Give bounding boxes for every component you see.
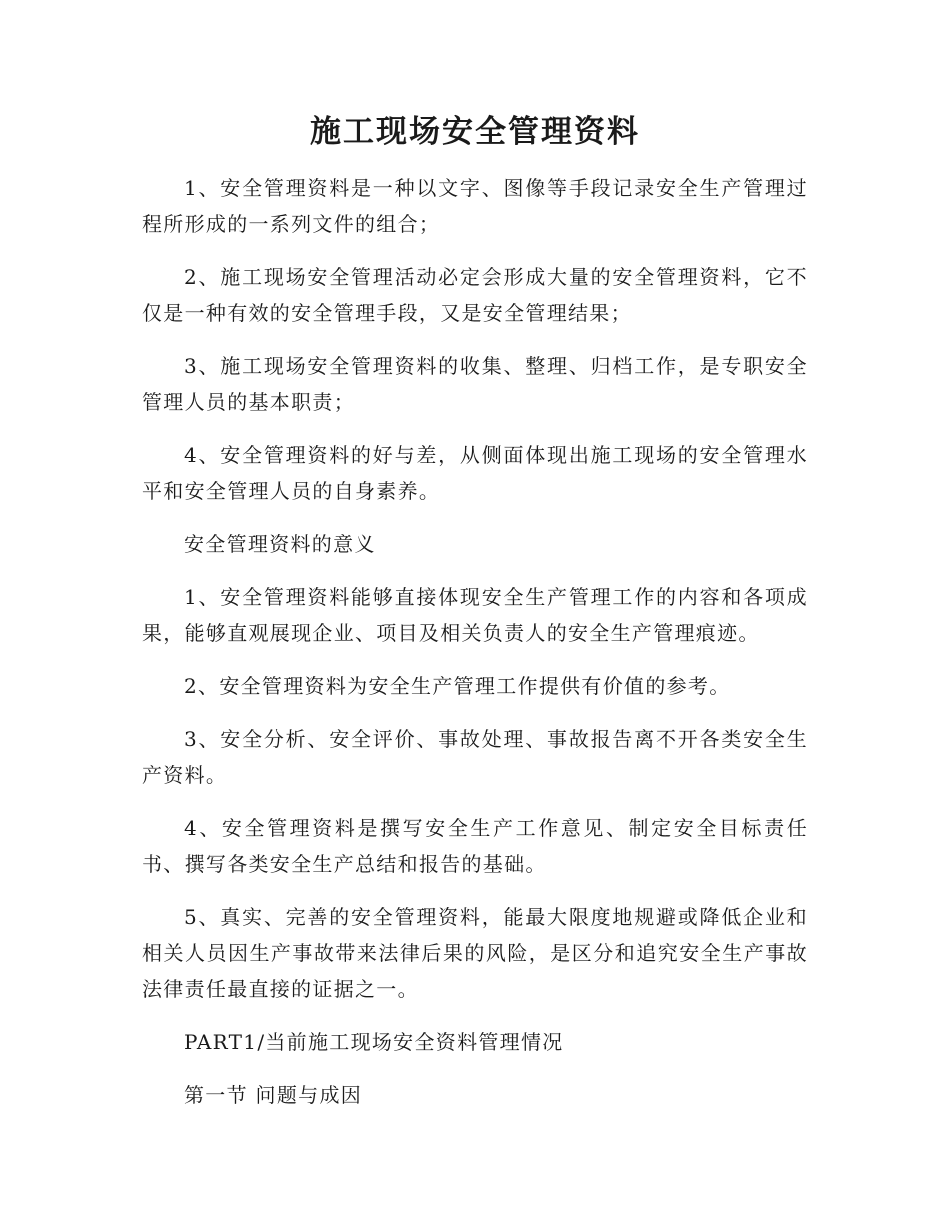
part-heading: PART1/当前施工现场安全资料管理情况 bbox=[184, 1030, 564, 1054]
significance-item-5: 5、真实、完善的安全管理资料，能最大限度地规避或降低企业和相关人员因生产事故带来法律后果的风险，是区分和追究安全生产事故法律责任最直接的证据之一。 bbox=[142, 905, 808, 1001]
section-heading: 第一节 问题与成因 bbox=[184, 1083, 363, 1107]
paragraph-2: 2、施工现场安全管理活动必定会形成大量的安全管理资料，它不仅是一种有效的安全管理手段，又是安全管理结果； bbox=[142, 265, 808, 325]
significance-item-4: 4、安全管理资料是撰写安全生产工作意见、制定安全目标责任书、撰写各类安全生产总结和报告的基础。 bbox=[142, 816, 808, 876]
paragraph-3: 3、施工现场安全管理资料的收集、整理、归档工作，是专职安全管理人员的基本职责； bbox=[142, 354, 808, 414]
paragraph-4: 4、安全管理资料的好与差，从侧面体现出施工现场的安全管理水平和安全管理人员的自身素养。 bbox=[142, 443, 808, 503]
section-heading-significance: 安全管理资料的意义 bbox=[184, 532, 376, 556]
significance-item-2: 2、安全管理资料为安全生产管理工作提供有价值的参考。 bbox=[184, 674, 731, 698]
significance-item-1: 1、安全管理资料能够直接体现安全生产管理工作的内容和各项成果，能够直观展现企业、项目及相关负责人的安全生产管理痕迹。 bbox=[142, 585, 808, 645]
paragraph-1: 1、安全管理资料是一种以文字、图像等手段记录安全生产管理过程所形成的一系列文件的组合； bbox=[142, 176, 808, 236]
significance-item-3: 3、安全分析、安全评价、事故处理、事故报告离不开各类安全生产资料。 bbox=[142, 727, 808, 787]
document-title: 施工现场安全管理资料 bbox=[310, 114, 640, 150]
